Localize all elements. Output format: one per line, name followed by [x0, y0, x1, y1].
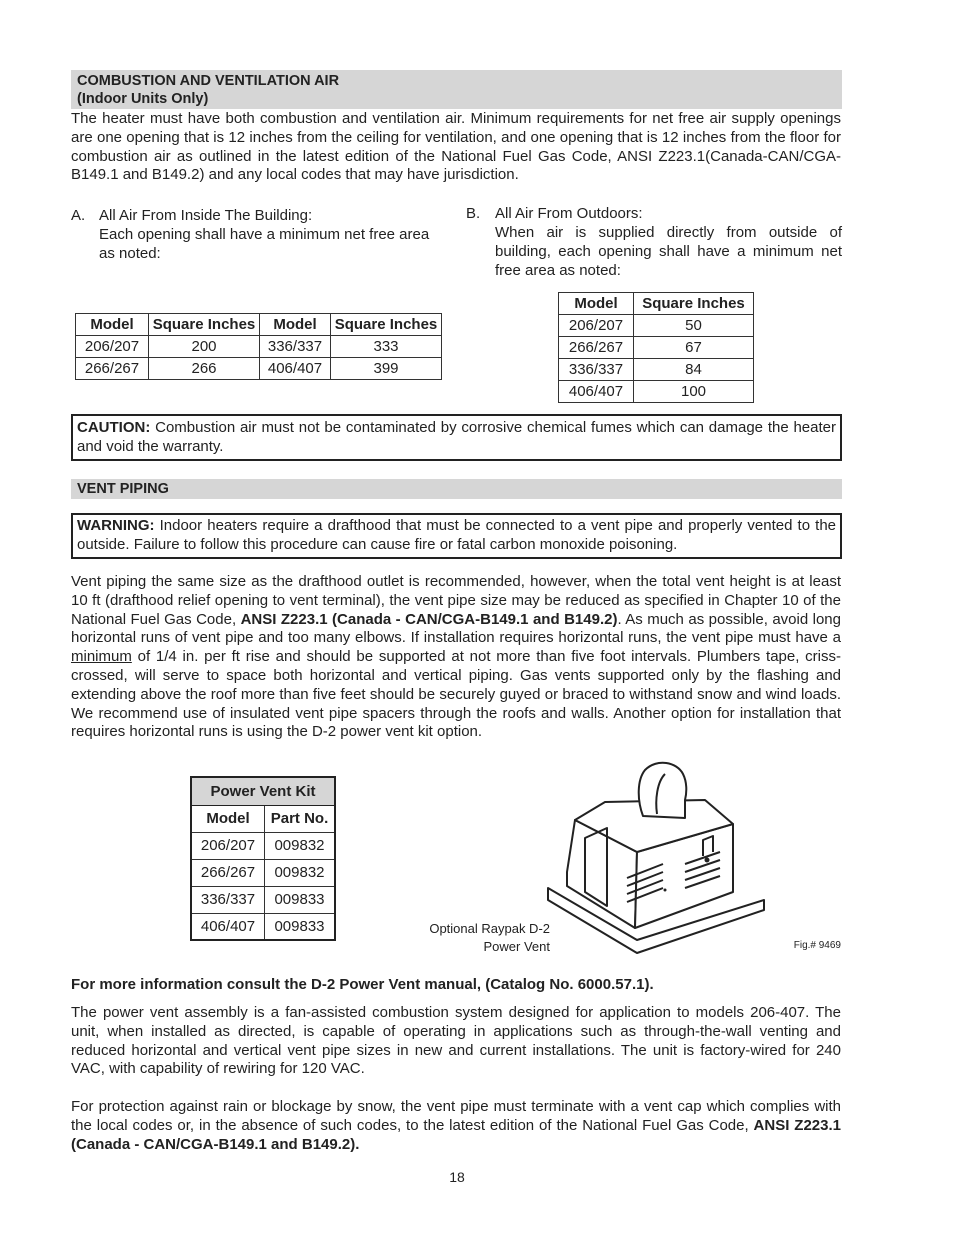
warning-text: Indoor heaters require a drafthood that must be connected to a vent pipe and properly vented to the outside. Failure to follow this procedure can cause fire or fatal carbon monoxide poisoning. — [77, 517, 836, 553]
option-b-title: All Air From Outdoors: — [495, 205, 643, 222]
col-header: Model — [260, 314, 331, 336]
table-inside-air — [75, 313, 442, 380]
table-row — [559, 315, 754, 337]
caution-box — [71, 414, 842, 461]
figure-number: Fig.# 9469 — [793, 940, 841, 951]
table-row — [559, 381, 754, 403]
table-title: Power Vent Kit — [191, 777, 335, 805]
table-cell: 009832 — [265, 859, 336, 886]
vent-code-bold: ANSI Z223.1 (Canada - CAN/CGA-B149.1 and B149.2) — [240, 610, 618, 628]
table-cell: 336/337 — [260, 336, 331, 358]
table-cell: 100 — [634, 381, 754, 403]
table-cell: 406/407 — [260, 358, 331, 380]
table-outdoor-air — [558, 292, 754, 403]
table-row — [559, 359, 754, 381]
vent-cap-code-bold: ANSI Z223.1 (Canada - CAN/CGA-B149.1 and B149.2). — [71, 1116, 841, 1153]
table-cell: 266/267 — [191, 859, 265, 886]
vent-text: Vent piping the same size as the drafthood outlet is recommended, however, when the total vent height is at least 10 ft (drafthood relief opening to vent terminal), the vent pipe size may be reduced as specified in Chapter 10 of the National Fuel Gas Code, — [71, 573, 841, 628]
option-b — [466, 204, 842, 280]
table-cell: 333 — [331, 336, 442, 358]
option-a-title: All Air From Inside The Building: — [99, 207, 313, 224]
table-cell: 50 — [634, 315, 754, 337]
option-b-text: When air is supplied directly from outside of building, each opening shall have a minimum net free area as noted: — [495, 224, 842, 279]
table-cell: 336/337 — [559, 359, 634, 381]
vent-cap-paragraph — [71, 1098, 841, 1154]
caution-label: CAUTION: — [77, 419, 151, 436]
caption-line: Optional Raypak D-2 — [429, 921, 550, 936]
vent-cap-text: For protection against rain or blockage by snow, the vent pipe must terminate with a vent cap which complies with the local codes or, in the absence of such codes, to the latest edition of the National Fuel Gas Code, — [71, 1098, 841, 1134]
section-header-combustion — [71, 70, 842, 109]
section-title: COMBUSTION AND VENTILATION AIR — [77, 73, 340, 89]
table-title-row — [191, 777, 335, 805]
table-cell: 84 — [634, 359, 754, 381]
table-header-row — [191, 805, 335, 832]
table-header-row — [559, 293, 754, 315]
warning-box — [71, 513, 842, 559]
option-a-letter: A. — [71, 207, 86, 224]
table-header-row — [76, 314, 442, 336]
table-cell: 67 — [634, 337, 754, 359]
table-row — [76, 336, 442, 358]
col-header: Model — [76, 314, 149, 336]
table-cell: 009832 — [265, 832, 336, 859]
table-cell: 206/207 — [559, 315, 634, 337]
section-header-vent-piping — [71, 479, 842, 499]
table-cell: 266 — [149, 358, 260, 380]
col-header: Square Inches — [149, 314, 260, 336]
table-row — [76, 358, 442, 380]
caution-text: Combustion air must not be contaminated by corrosive chemical fumes which can damage the heater and void the warranty. — [77, 419, 836, 455]
more-info-line: For more information consult the D-2 Power Vent manual, (Catalog No. 6000.57.1). — [71, 976, 654, 993]
table-row — [191, 913, 335, 940]
col-header: Square Inches — [634, 293, 754, 315]
col-header: Part No. — [265, 805, 336, 832]
power-vent-paragraph: The power vent assembly is a fan-assisted combustion system designed for application to models 206-407. The unit, when installed as directed, is capable of operating in applications such as through-the-wall venting and reduced horizontal and vertical vent pipe sizes in new and current installations. The unit is factory-wired for 240 VAC, with capability of rewiring for 120 VAC. — [71, 1004, 841, 1078]
warning-label: WARNING: — [77, 517, 155, 534]
table-power-vent-kit — [190, 776, 336, 941]
table-row — [191, 832, 335, 859]
table-cell: 399 — [331, 358, 442, 380]
section-subtitle: (Indoor Units Only) — [77, 91, 209, 107]
col-header: Model — [559, 293, 634, 315]
vent-underline: minimum — [71, 648, 132, 666]
section-title: VENT PIPING — [77, 481, 169, 497]
table-cell: 406/407 — [559, 381, 634, 403]
caption-line: Power Vent — [483, 939, 550, 954]
table-row — [191, 886, 335, 913]
table-cell: 206/207 — [191, 832, 265, 859]
intro-paragraph: The heater must have both combustion and ventilation air. Minimum requirements for net free air supply openings are one opening that is 12 inches from the ceiling for ventilation, and one opening that is 12 inches from the floor for combustion air as outlined in the latest edition of the National Fuel Gas Code, ANSI Z223.1(Canada-CAN/CGA-B149.1 and B149.2) and any local codes that may have jurisdiction. — [71, 110, 841, 184]
table-cell: 200 — [149, 336, 260, 358]
table-cell: 206/207 — [76, 336, 149, 358]
col-header: Model — [191, 805, 265, 832]
table-row — [191, 859, 335, 886]
power-vent-illustration — [545, 760, 775, 955]
vent-text: . As much as possible, avoid long horizontal runs of vent pipe and too many elbows. If installation requires horizontal runs, the vent pipe must have a — [71, 610, 841, 647]
page-number: 18 — [449, 1169, 465, 1185]
option-a-text: Each opening shall have a minimum net free area as noted: — [99, 226, 430, 262]
table-cell: 336/337 — [191, 886, 265, 913]
table-cell: 406/407 — [191, 913, 265, 940]
figure-caption — [400, 920, 550, 956]
option-b-letter: B. — [466, 205, 481, 222]
table-cell: 266/267 — [559, 337, 634, 359]
table-cell: 266/267 — [76, 358, 149, 380]
table-cell: 009833 — [265, 886, 336, 913]
vent-piping-paragraph — [71, 573, 841, 742]
table-row — [559, 337, 754, 359]
table-cell: 009833 — [265, 913, 336, 940]
option-a — [71, 206, 451, 263]
col-header: Square Inches — [331, 314, 442, 336]
vent-text: of 1/4 in. per ft rise and should be supported at not more than five foot intervals. Plumbers tape, criss-crossed, will serve to space both horizontal and vertical piping. Gas vents supported only by the flashing and extending above the roof more than five feet should be securely guyed or braced to withstand snow and wind loads. We recommend use of insulated vent pipe spacers through the roofs and walls. Another option for installation that requires horizontal runs is using the D-2 power vent kit option. — [71, 648, 841, 741]
